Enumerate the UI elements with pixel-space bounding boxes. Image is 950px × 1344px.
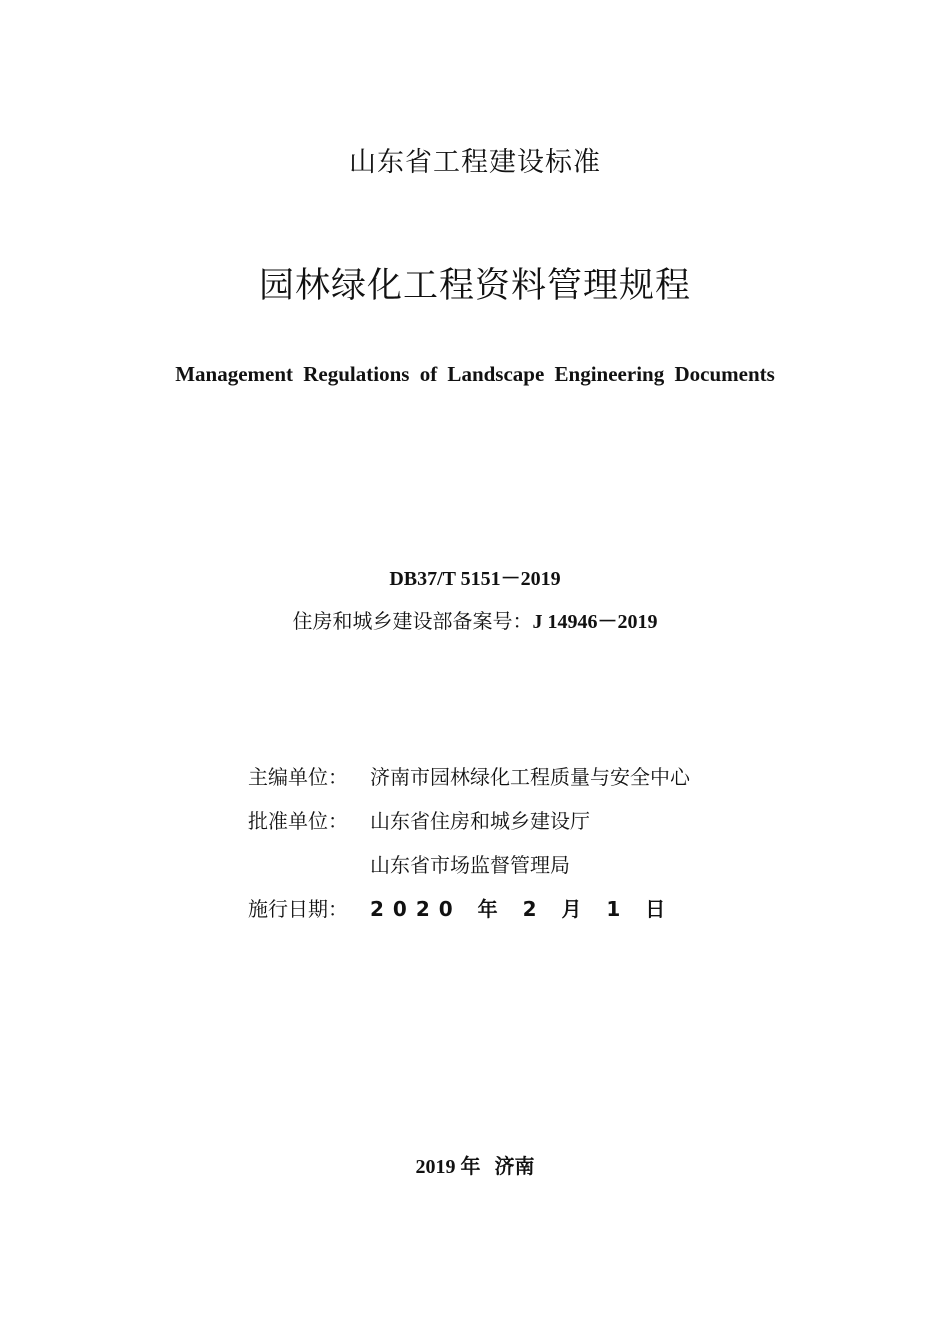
editor-row (248, 762, 690, 806)
editor-value: 济南市园林绿化工程质量与安全中心 (370, 765, 690, 789)
effective-date-row (248, 894, 690, 938)
publication-year: 2019 年 (415, 1156, 481, 1178)
document-title-chinese: 园林绿化工程资料管理规程 (258, 266, 691, 306)
filing-label: 住房和城乡建设部备案号： (292, 609, 533, 633)
approver-value-1: 山东省住房和城乡建设厅 (370, 809, 590, 833)
publication-info-block (248, 762, 690, 938)
approver-label: 批准单位： (248, 809, 348, 833)
approver-row (248, 806, 690, 850)
approver-value-2: 山东省市场监督管理局 (370, 853, 570, 877)
standard-number: DB37/T 5151－2019 (389, 568, 561, 590)
document-title-english: Management Regulations of Landscape Engineering Documents (175, 362, 775, 386)
publication-footer (0, 1150, 950, 1179)
filing-number: J 14946－2019 (532, 611, 658, 633)
publication-city: 济南 (494, 1154, 535, 1178)
filing-record (0, 605, 950, 634)
editor-label: 主编单位： (248, 765, 348, 789)
effective-date-value: 2020 年 2 月 1 日 (370, 897, 675, 921)
approver-row-2 (248, 850, 690, 894)
effective-date-label: 施行日期： (248, 897, 348, 921)
standard-series-heading: 山东省工程建设标准 (349, 147, 601, 178)
